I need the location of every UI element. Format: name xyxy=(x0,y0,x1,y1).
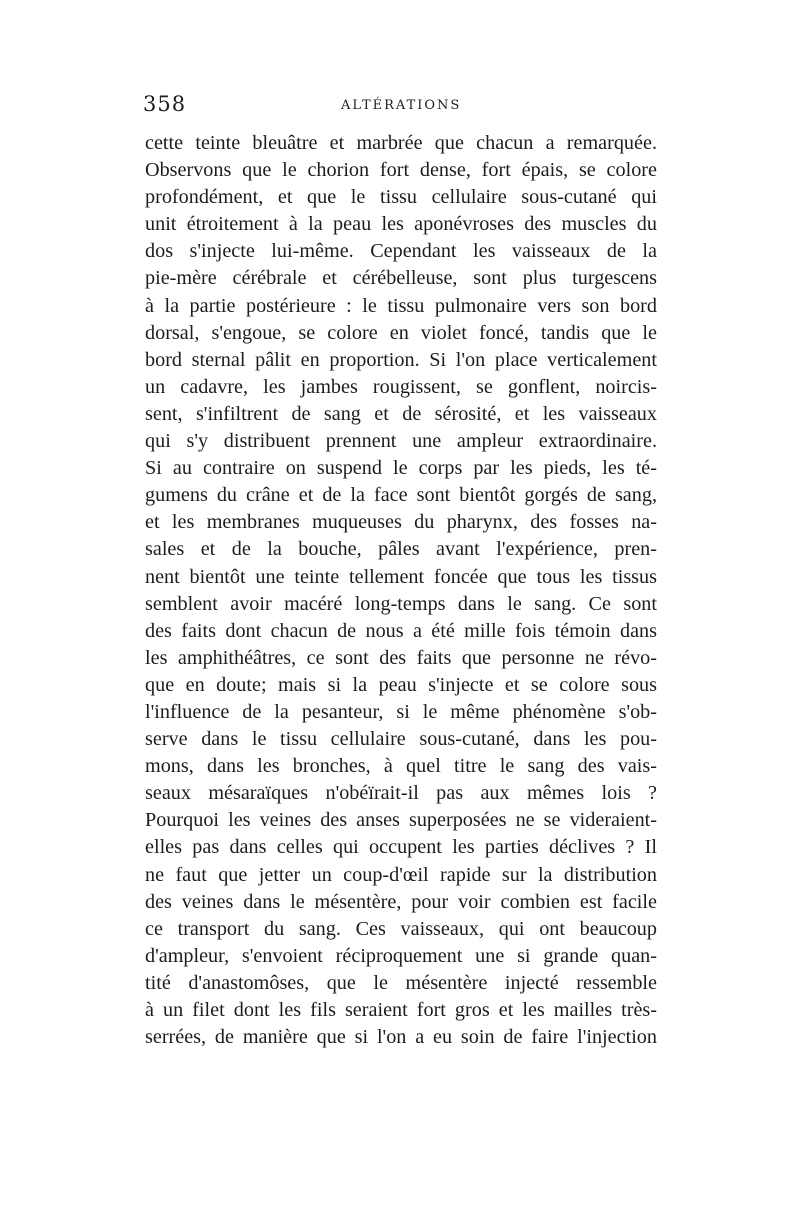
text-line: nent bientôt une teinte tellement foncée que tous les tissus xyxy=(145,565,657,588)
text-line: des faits dont chacun de nous a été mille fois témoin dans xyxy=(145,619,657,642)
text-line: dorsal, s'engoue, se colore en violet foncé, tandis que le xyxy=(145,321,657,344)
text-line: l'influence de la pesanteur, si le même phénomène s'ob- xyxy=(145,700,657,723)
text-line: seaux mésaraïques n'obéïrait-il pas aux mêmes lois ? xyxy=(145,782,657,805)
text-line: serrées, de manière que si l'on a eu soin de faire l'injection xyxy=(145,1026,657,1049)
running-head: ALTÉRATIONS xyxy=(341,98,462,113)
text-line: sent, s'infiltrent de sang et de sérosité, et les vaisseaux xyxy=(145,402,657,425)
text-line: semblent avoir macéré long-temps dans le sang. Ce sont xyxy=(145,592,657,615)
text-line: à un filet dont les fils seraient fort gros et les mailles très- xyxy=(145,999,657,1021)
text-line: Observons que le chorion fort dense, fort épais, se colore xyxy=(145,159,657,182)
text-line: Si au contraire on suspend le corps par les pieds, les té- xyxy=(145,457,657,480)
text-line: à la partie postérieure : le tissu pulmonaire vers son bord xyxy=(145,294,657,317)
text-line: profondément, et que le tissu cellulaire sous-cutané qui xyxy=(145,186,657,209)
text-line: ne faut que jetter un coup-d'œil rapide sur la distribution xyxy=(145,863,657,886)
text-line: unit étroitement à la peau les aponévroses des muscles du xyxy=(145,213,657,236)
text-line: les amphithéâtres, ce sont des faits que personne ne révo- xyxy=(145,646,657,669)
text-line: pie-mère cérébrale et cérébelleuse, sont plus turgescens xyxy=(145,267,657,290)
text-line: tité d'anastomôses, que le mésentère injecté ressemble xyxy=(145,971,657,994)
text-line: que en doute; mais si la peau s'injecte et se colore sous xyxy=(145,673,657,696)
text-line: cette teinte bleuâtre et marbrée que chacun a remarquée. xyxy=(145,132,657,154)
page-header xyxy=(143,92,663,122)
text-line: et les membranes muqueuses du pharynx, des fosses na- xyxy=(145,511,657,534)
text-line: serve dans le tissu cellulaire sous-cutané, dans les pou- xyxy=(145,728,657,751)
text-line: qui s'y distribuent prennent une ampleur extraordinaire. xyxy=(145,430,657,453)
text-line: elles pas dans celles qui occupent les parties déclives ? Il xyxy=(145,836,657,859)
text-line: Pourquoi les veines des anses superposées ne se videraient- xyxy=(145,809,657,832)
text-line: ce transport du sang. Ces vaisseaux, qui ont beaucoup xyxy=(145,917,657,940)
text-line: dos s'injecte lui-même. Cependant les vaisseaux de la xyxy=(145,240,657,263)
body-text xyxy=(145,130,657,1051)
text-line: des veines dans le mésentère, pour voir combien est facile xyxy=(145,890,657,913)
text-line: mons, dans les bronches, à quel titre le sang des vais- xyxy=(145,755,657,778)
page-number: 358 xyxy=(143,92,187,116)
text-line: un cadavre, les jambes rougissent, se gonflent, noircis- xyxy=(145,375,657,398)
text-line: gumens du crâne et de la face sont bientôt gorgés de sang, xyxy=(145,484,657,507)
text-line: bord sternal pâlit en proportion. Si l'on place verticalement xyxy=(145,348,657,371)
text-line: d'ampleur, s'envoient réciproquement une si grande quan- xyxy=(145,944,657,967)
text-line: sales et de la bouche, pâles avant l'expérience, pren- xyxy=(145,538,657,561)
